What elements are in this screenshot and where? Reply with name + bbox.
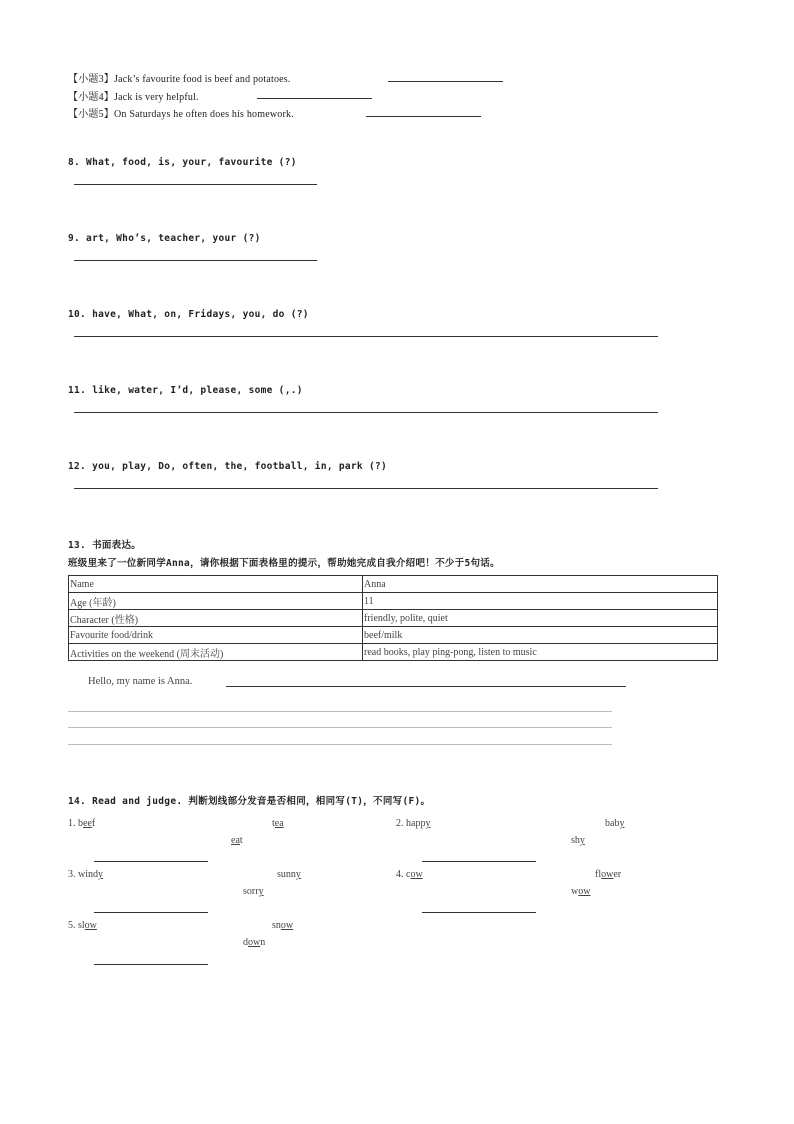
table-cell: beef/milk [363, 627, 718, 644]
word-1: slow [78, 920, 97, 931]
essay-line-4[interactable] [68, 744, 612, 745]
judge-blank-5[interactable] [94, 964, 208, 965]
word-2: tea [272, 818, 284, 829]
answer-line-10[interactable] [74, 336, 658, 337]
table-row [69, 593, 718, 610]
essay-opening: Hello, my name is Anna. [88, 676, 193, 687]
table-cell: Anna [363, 576, 718, 593]
word-3: shy [571, 835, 585, 846]
question-8: 8. What, food, is, your, favourite (?) [68, 157, 297, 168]
word-1: windy [78, 869, 103, 880]
answer-blank-sub5[interactable] [366, 116, 481, 117]
question-9: 9. art, Who’s, teacher, your (?) [68, 233, 261, 244]
phonics-item-4: 4. cow [396, 869, 423, 880]
word-3: eat [231, 835, 243, 846]
table-cell: Favourite food/drink [69, 627, 363, 644]
essay-line-2[interactable] [68, 711, 612, 712]
info-table [68, 575, 718, 661]
phonics-item-2: 2. happy [396, 818, 431, 829]
phonics-item-3: 3. windy [68, 869, 103, 880]
judge-blank-1[interactable] [94, 861, 208, 862]
word-3: down [243, 937, 266, 948]
word-2: baby [605, 818, 625, 829]
answer-blank-sub3[interactable] [388, 81, 503, 82]
table-cell: 11 [363, 593, 718, 610]
table-row [69, 627, 718, 644]
table-cell: Activities on the weekend (周末活动) [69, 644, 363, 661]
word-1: happy [406, 818, 431, 829]
word-3: wow [571, 886, 591, 897]
phonics-item-5: 5. slow [68, 920, 97, 931]
answer-line-11[interactable] [74, 412, 658, 413]
word-2: snow [272, 920, 294, 931]
subquestion-4: 【小题4】Jack is very helpful. [68, 92, 199, 103]
essay-line-3[interactable] [68, 727, 612, 728]
word-1: cow [406, 869, 423, 880]
table-cell: Character (性格) [69, 610, 363, 627]
subquestion-5: 【小题5】On Saturdays he often does his homework. [68, 109, 294, 120]
judge-blank-4[interactable] [422, 912, 536, 913]
answer-line-9[interactable] [74, 260, 317, 261]
judge-blank-3[interactable] [94, 912, 208, 913]
word-1: beef [78, 818, 96, 829]
answer-blank-sub4[interactable] [257, 98, 372, 99]
table-row [69, 610, 718, 627]
word-3: sorry [243, 886, 264, 897]
answer-line-8[interactable] [74, 184, 317, 185]
question-10: 10. have, What, on, Fridays, you, do (?) [68, 309, 309, 320]
phonics-item-1: 1. beef [68, 818, 96, 829]
question-12: 12. you, play, Do, often, the, football, in, park (?) [68, 461, 388, 472]
subquestion-3: 【小题3】Jack’s favourite food is beef and potatoes. [68, 74, 291, 85]
question-13-instruction: 班级里来了一位新同学Anna，请你根据下面表格里的提示，帮助她完成自我介绍吧！不少于5句话。 [68, 558, 500, 569]
table-cell: Name [69, 576, 363, 593]
word-2: flower [595, 869, 622, 880]
judge-blank-2[interactable] [422, 861, 536, 862]
question-14-title: 14. Read and judge. 判断划线部分发音是否相同，相同写(T)，不同写(F)。 [68, 796, 431, 807]
word-2: sunny [277, 869, 301, 880]
table-row [69, 644, 718, 661]
table-cell: Age (年龄) [69, 593, 363, 610]
answer-line-12[interactable] [74, 488, 658, 489]
table-row [69, 576, 718, 593]
table-cell: friendly, polite, quiet [363, 610, 718, 627]
essay-line-1[interactable] [226, 686, 626, 687]
question-13-title: 13. 书面表达。 [68, 540, 142, 551]
table-cell: read books, play ping-pong, listen to music [363, 644, 718, 661]
question-11: 11. like, water, I’d, please, some (,.) [68, 385, 303, 396]
